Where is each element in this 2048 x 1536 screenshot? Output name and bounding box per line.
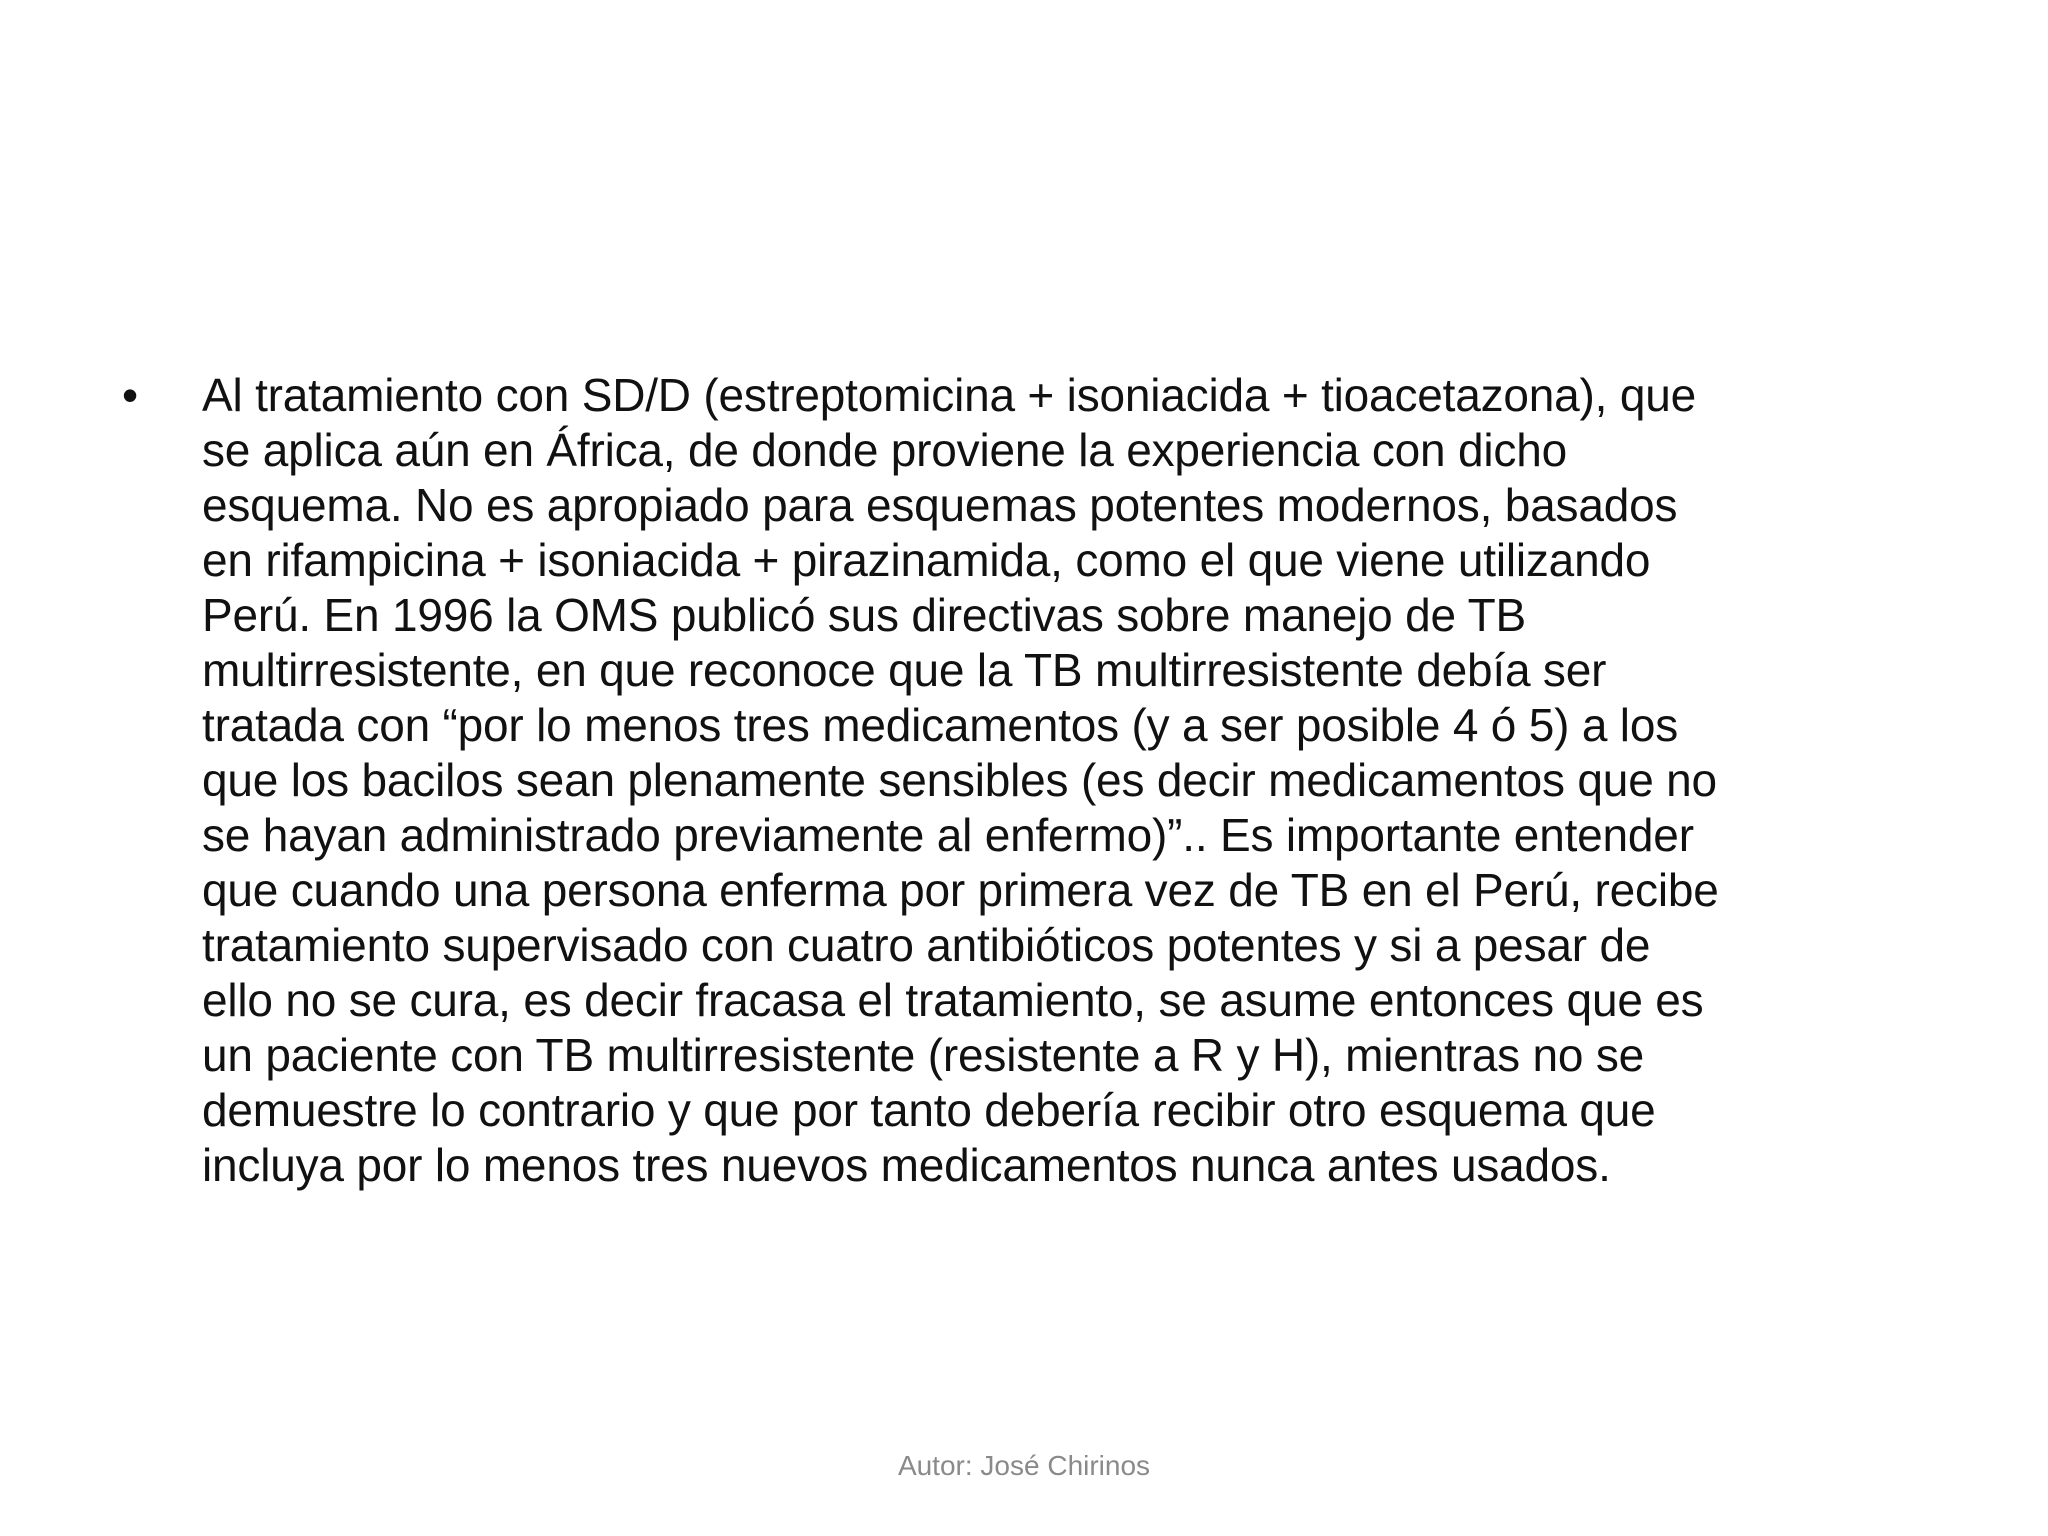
bullet-item bbox=[122, 368, 1992, 1193]
paragraph-line: un paciente con TB multirresistente (resistente a R y H), mientras no se bbox=[202, 1029, 1645, 1081]
paragraph-line: demuestre lo contrario y que por tanto debería recibir otro esquema que bbox=[202, 1084, 1656, 1136]
paragraph-line: incluya por lo menos tres nuevos medicamentos nunca antes usados. bbox=[202, 1139, 1611, 1191]
paragraph-line: esquema. No es apropiado para esquemas potentes modernos, basados bbox=[202, 479, 1678, 531]
bullet-paragraph bbox=[202, 368, 1719, 1193]
paragraph-line: Al tratamiento con SD/D (estreptomicina + isoniacida + tioacetazona), que bbox=[202, 369, 1696, 421]
paragraph-line: Perú. En 1996 la OMS publicó sus directivas sobre manejo de TB bbox=[202, 589, 1527, 641]
paragraph-line: que cuando una persona enferma por primera vez de TB en el Perú, recibe bbox=[202, 864, 1719, 916]
slide-footer-author: Autor: José Chirinos bbox=[897, 1450, 1151, 1481]
paragraph-line: multirresistente, en que reconoce que la TB multirresistente debía ser bbox=[202, 644, 1607, 696]
paragraph-line: se hayan administrado previamente al enfermo)”.. Es importante entender bbox=[202, 809, 1694, 861]
bullet-marker: • bbox=[122, 369, 139, 421]
paragraph-line: tratada con “por lo menos tres medicamentos (y a ser posible 4 ó 5) a los bbox=[202, 699, 1678, 751]
paragraph-line: que los bacilos sean plenamente sensibles (es decir medicamentos que no bbox=[202, 754, 1717, 806]
slide-body bbox=[122, 368, 1992, 1193]
paragraph-line: ello no se cura, es decir fracasa el tratamiento, se asume entonces que es bbox=[202, 974, 1704, 1026]
paragraph-line: en rifampicina + isoniacida + pirazinamida, como el que viene utilizando bbox=[202, 534, 1651, 586]
paragraph-line: se aplica aún en África, de donde proviene la experiencia con dicho bbox=[202, 424, 1567, 476]
paragraph-line: tratamiento supervisado con cuatro antibióticos potentes y si a pesar de bbox=[202, 919, 1651, 971]
